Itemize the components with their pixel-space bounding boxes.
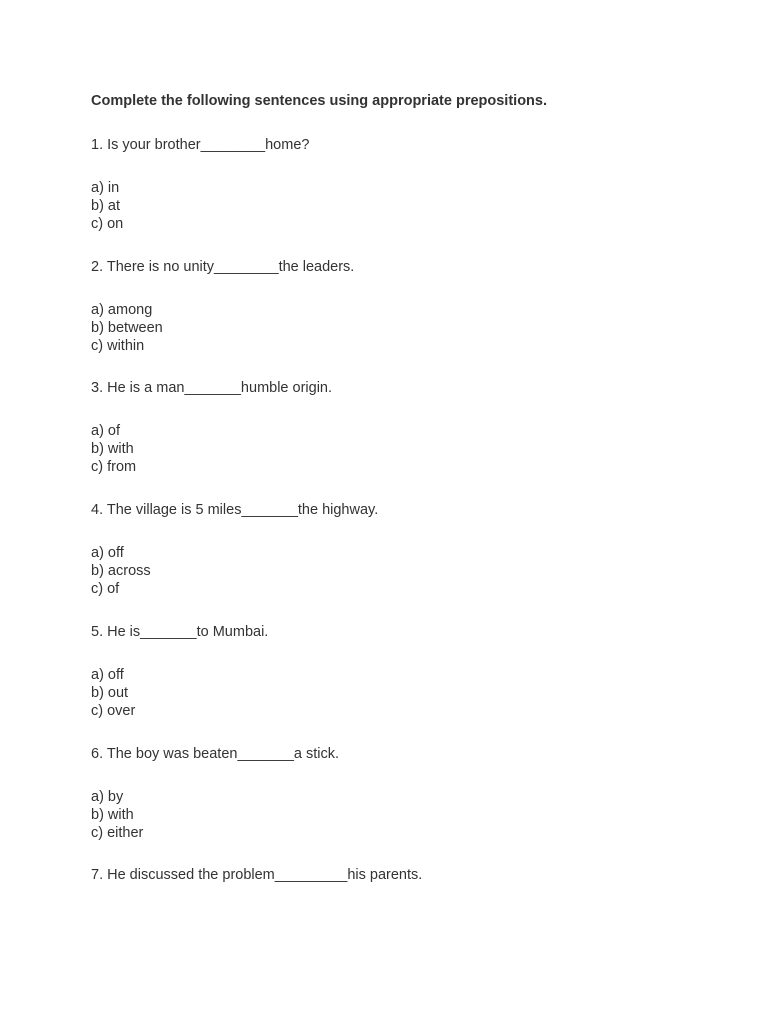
page-title: Complete the following sentences using appropriate prepositions.: [91, 93, 547, 109]
question-text: 7. He discussed the problem_________his parents.: [91, 867, 423, 883]
option-b: b) with: [91, 807, 134, 823]
question-text: 4. The village is 5 miles_______the highway.: [91, 502, 379, 518]
option-a: a) of: [91, 423, 121, 439]
option-list: [91, 179, 731, 233]
question-5: [91, 623, 731, 720]
option-a: a) off: [91, 667, 124, 683]
option-a: a) by: [91, 789, 124, 805]
question-4: [91, 501, 731, 598]
option-c: c) either: [91, 825, 144, 841]
option-c: c) within: [91, 338, 145, 354]
option-c: c) of: [91, 581, 120, 597]
option-c: c) over: [91, 703, 136, 719]
option-a: a) off: [91, 545, 124, 561]
question-1: [91, 136, 731, 233]
question-text: 5. He is_______to Mumbai.: [91, 624, 269, 640]
option-list: [91, 544, 731, 598]
option-c: c) on: [91, 216, 124, 232]
question-text: 6. The boy was beaten_______a stick.: [91, 746, 340, 762]
option-list: [91, 301, 731, 355]
question-3: [91, 379, 731, 476]
option-b: b) with: [91, 441, 134, 457]
question-text: 3. He is a man_______humble origin.: [91, 380, 333, 396]
option-list: [91, 788, 731, 842]
question-6: [91, 745, 731, 842]
option-list: [91, 666, 731, 720]
question-7: [91, 866, 731, 909]
question-text: 2. There is no unity________the leaders.: [91, 259, 355, 275]
option-b: b) between: [91, 320, 163, 336]
option-a: a) among: [91, 302, 153, 318]
question-2: [91, 258, 731, 355]
option-a: a) in: [91, 180, 120, 196]
option-b: b) out: [91, 685, 129, 701]
option-b: b) across: [91, 563, 151, 579]
option-c: c) from: [91, 459, 137, 475]
question-text: 1. Is your brother________home?: [91, 137, 310, 153]
option-list: [91, 422, 731, 476]
option-b: b) at: [91, 198, 121, 214]
